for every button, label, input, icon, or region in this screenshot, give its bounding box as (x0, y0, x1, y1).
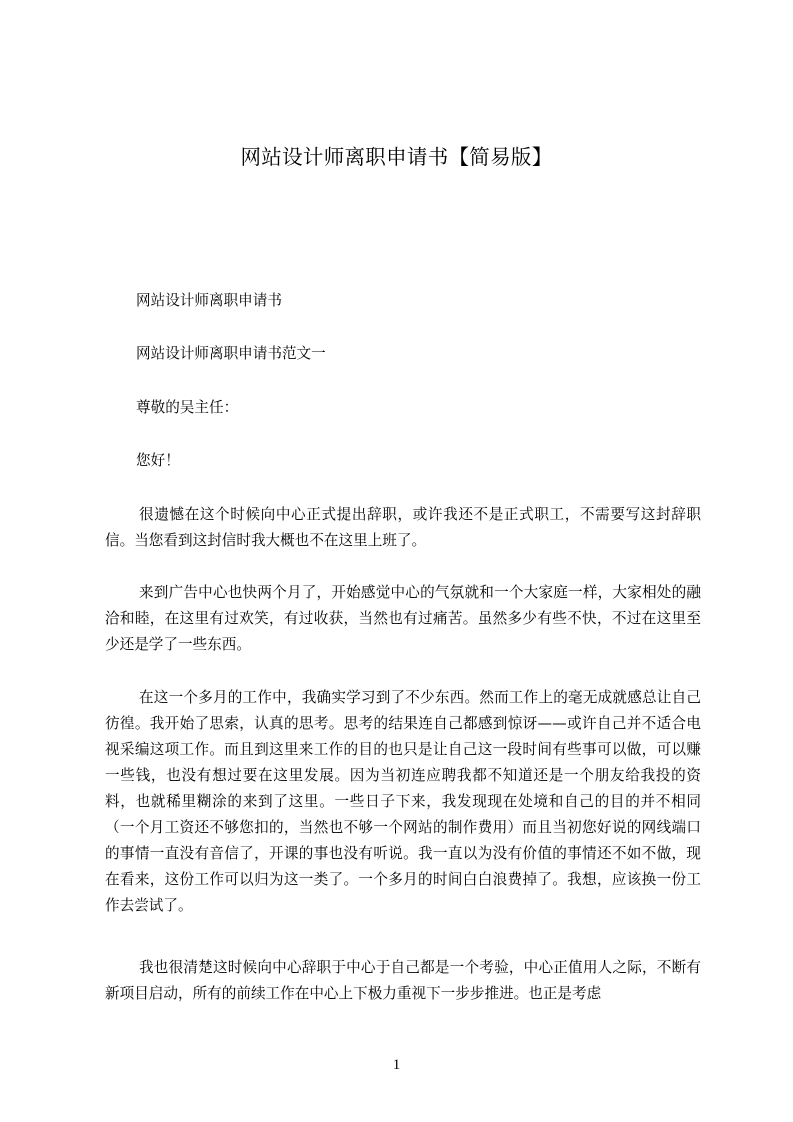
body-paragraph-1: 很遗憾在这个时候向中心正式提出辞职，或许我还不是正式职工，不需要写这封辞职信。当您看到这封信时我大概也不在这里上班了。 (105, 506, 701, 549)
letter-subheading: 网站设计师离职申请书范文一 (136, 345, 326, 362)
letter-salutation: 尊敬的吴主任： (136, 399, 239, 416)
body-paragraph-3: 在这一个多月的工作中，我确实学习到了不少东西。然而工作上的毫无成就感总让自己彷徨。我开始了思索，认真的思考。思考的结果连自己都感到惊讶——或许自己并不适合电视采编这项工作。而且到这里来工作的目的也只是让自己这一段时间有些事可以做，可以赚一些钱，也没有想过要在这里发展。因为当初连应聘我都不知道还是一个朋友给我投的资料，也就稀里糊涂的来到了这里。一些日子下来，我发现现在处境和自己的目的并不相同（一个月工资还不够您扣的，当然也不够一个网站的制作费用）而且当初您好说的网线端口的事情一直没有音信了，开课的事也没有听说。我一直以为没有价值的事情还不如不做，现在看来，这份工作可以归为这一类了。一个多月的时间白白浪费掉了。我想，应该换一份工作去尝试了。 (105, 689, 701, 914)
letter-greeting: 您好！ (136, 452, 180, 469)
letter-heading: 网站设计师离职申请书 (136, 292, 282, 309)
document-title: 网站设计师离职申请书【简易版】 (240, 145, 553, 169)
page-number: 1 (392, 1057, 401, 1073)
body-paragraph-4: 我也很清楚这时候向中心辞职于中心于自己都是一个考验，中心正值用人之际，不断有新项目启动，所有的前续工作在中心上下极力重视下一步步推进。也正是考虑 (105, 959, 701, 1002)
body-paragraph-2: 来到广告中心也快两个月了，开始感觉中心的气氛就和一个大家庭一样，大家相处的融洽和睦，在这里有过欢笑，有过收获，当然也有过痛苦。虽然多少有些不快，不过在这里至少还是学了一些东西。 (105, 584, 701, 653)
